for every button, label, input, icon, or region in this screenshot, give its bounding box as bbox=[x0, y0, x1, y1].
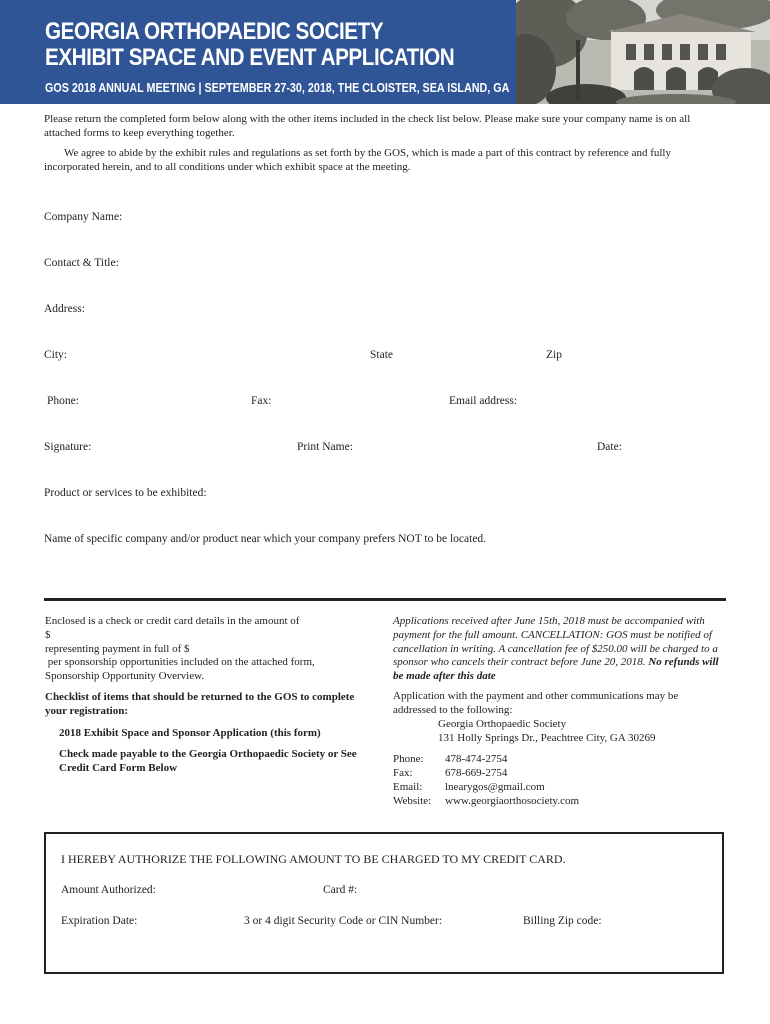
contact-phone-label: Phone: bbox=[393, 753, 424, 766]
contact-website-row bbox=[393, 795, 713, 809]
section-divider bbox=[44, 598, 726, 601]
security-code-label: 3 or 4 digit Security Code or CIN Number: bbox=[244, 915, 443, 927]
enclosed-line-3: representing payment in full of $ bbox=[45, 642, 190, 655]
header bbox=[0, 0, 770, 104]
building-photo-illustration bbox=[516, 0, 770, 104]
enclosed-line-5: Sponsorship Opportunity Overview. bbox=[45, 670, 205, 683]
title-line-1: GEORGIA ORTHOPAEDIC SOCIETY bbox=[45, 18, 384, 45]
checklist-heading: Checklist of items that should be returned to the GOS to complete your registration: bbox=[45, 690, 355, 717]
event-subtitle: GOS 2018 ANNUAL MEETING | SEPTEMBER 27-30, 2018, THE CLOISTER, SEA ISLAND, GA bbox=[45, 81, 510, 95]
checklist-item-2: Check made payable to the Georgia Orthopaedic Society or See Credit Card Form Below bbox=[59, 748, 357, 775]
contact-email-row bbox=[393, 781, 713, 795]
contact-org: Georgia Orthopaedic Society bbox=[438, 717, 567, 730]
contact-address: 131 Holly Springs Dr., Peachtree City, GA 30269 bbox=[438, 732, 656, 745]
amount-authorized-label: Amount Authorized: bbox=[61, 884, 156, 896]
contact-fax-label: Fax: bbox=[393, 767, 413, 780]
enclosed-line-2: $ bbox=[45, 628, 51, 641]
expiration-date-label: Expiration Date: bbox=[61, 915, 138, 927]
card-number-label: Card #: bbox=[323, 884, 358, 896]
contact-block bbox=[393, 690, 713, 809]
title-banner bbox=[0, 0, 516, 104]
company-name-label: Company Name: bbox=[44, 211, 123, 223]
contact-email-label: Email: bbox=[393, 781, 423, 794]
intro-paragraph-1: Please return the completed form below along with the other items included in the check list below. Please make sure your company name is on all attached forms to keep everything together. bbox=[44, 113, 691, 139]
no-refunds-notice: No refunds will be made after this date bbox=[393, 656, 719, 683]
fax-label: Fax: bbox=[251, 395, 272, 407]
enclosed-line-1: Enclosed is a check or credit card details in the amount of bbox=[45, 615, 300, 627]
cancellation-policy bbox=[393, 615, 728, 684]
address-label: Address: bbox=[44, 303, 85, 315]
print-name-label: Print Name: bbox=[297, 441, 353, 453]
contact-fax-value: 678-669-2754 bbox=[445, 767, 508, 780]
phone-label: Phone: bbox=[47, 395, 79, 407]
checklist-item-1: 2018 Exhibit Space and Sponsor Application (this form) bbox=[59, 726, 321, 739]
date-label: Date: bbox=[597, 441, 622, 453]
contact-website-label: Website: bbox=[393, 795, 432, 808]
enclosed-line-4: per sponsorship opportunities included on the attached form, bbox=[45, 656, 315, 669]
contact-fax-row bbox=[393, 767, 713, 781]
payment-block bbox=[45, 615, 375, 776]
title-line-2: EXHIBIT SPACE AND EVENT APPLICATION bbox=[45, 44, 455, 71]
zip-label: Zip bbox=[546, 349, 562, 361]
intro-paragraph-2: We agree to abide by the exhibit rules and regulations as set forth by the GOS, which is made a part of this contract by reference and fully incorporated herein, and to all conditions under which exhibit space at the meeting. bbox=[44, 147, 671, 173]
credit-card-heading: I HEREBY AUTHORIZE THE FOLLOWING AMOUNT TO BE CHARGED TO MY CREDIT CARD. bbox=[61, 852, 566, 866]
contact-intro: Application with the payment and other communications may be addressed to the following: bbox=[393, 690, 679, 716]
not-located-label: Name of specific company and/or product near which your company prefers NOT to be located. bbox=[44, 533, 487, 545]
billing-zip-label: Billing Zip code: bbox=[523, 915, 602, 927]
contact-phone-row bbox=[393, 753, 713, 767]
state-label: State bbox=[370, 349, 393, 361]
product-services-label: Product or services to be exhibited: bbox=[44, 487, 207, 499]
credit-card-authorization-box bbox=[44, 832, 724, 974]
policy-text: Applications received after June 15th, 2018 must be accompanied with payment for the full amount. CANCELLATION: GOS must be notified of cancellation in writing. A cancellation fee of $250.00 will be charged to a sponsor who cancels their contract before June 20, 2018. bbox=[393, 615, 718, 669]
contact-title-label: Contact & Title: bbox=[44, 257, 119, 269]
cloister-building-photo bbox=[516, 0, 770, 104]
signature-label: Signature: bbox=[44, 441, 92, 453]
email-label: Email address: bbox=[449, 395, 518, 407]
contact-email-link[interactable]: lnearygos@gmail.com bbox=[445, 781, 545, 794]
city-label: City: bbox=[44, 349, 68, 361]
contact-phone-value: 478-474-2754 bbox=[445, 753, 508, 766]
contact-website-link[interactable]: www.georgiaorthosociety.com bbox=[445, 795, 580, 808]
